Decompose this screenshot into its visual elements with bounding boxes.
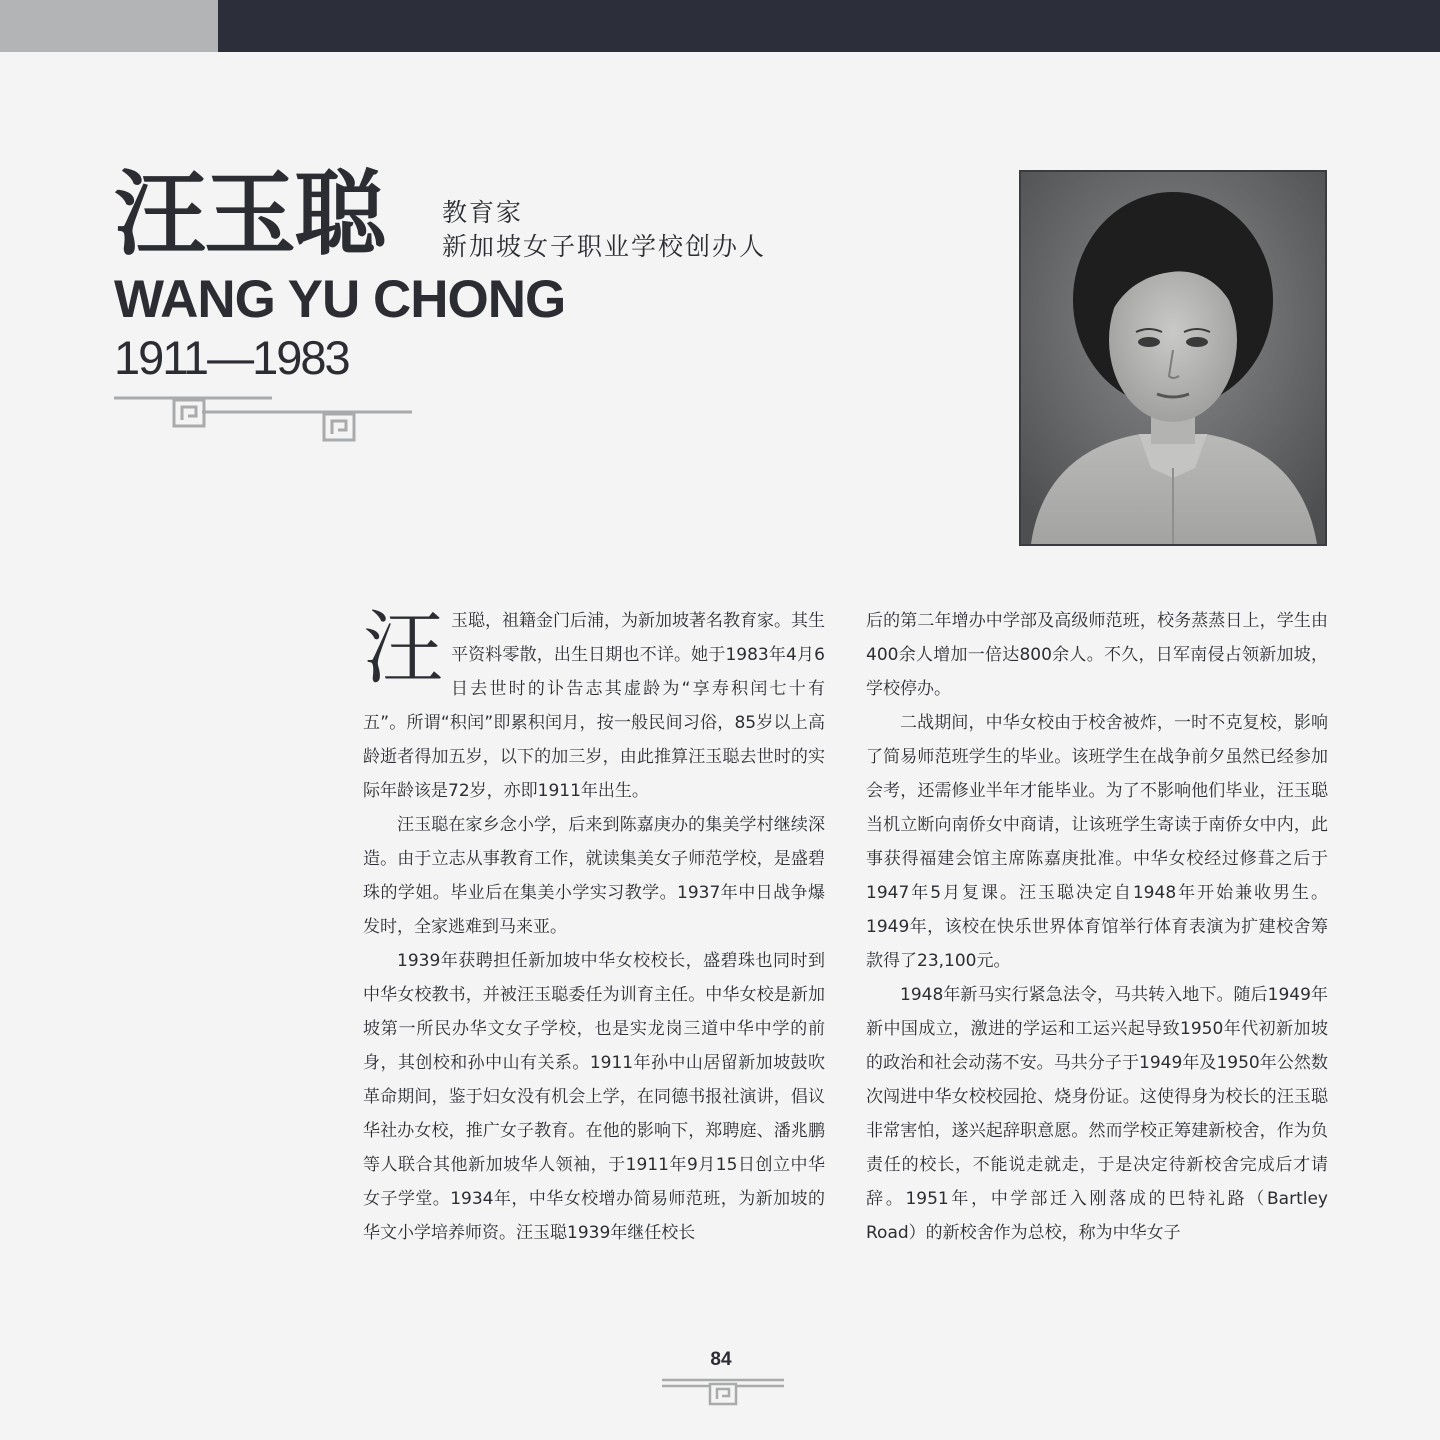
- article-column-left: [363, 604, 825, 1250]
- paragraph: 1948年新马实行紧急法令，马共转入地下。随后1949年新中国成立，激进的学运和工运兴起导致1950年代初新加坡的政治和社会动荡不安。马共分子于1949年及1950年公然数次闯进中华女校校园抢、烧身份证。这使得身为校长的汪玉聪非常害怕，遂兴起辞职意愿。然而学校正筹建新校舍，作为负责任的校长，不能说走就走，于是决定待新校舍完成后才请辞。1951年，中学部迁入刚落成的巴特礼路（Bartley Road）的新校舍作为总校，称为中华女子: [866, 985, 1328, 1243]
- name-chinese: 汪玉聪: [114, 161, 385, 268]
- role-line-1: 教育家: [442, 198, 524, 227]
- portrait-photo: [1019, 170, 1327, 546]
- article-column-right: [866, 604, 1328, 1250]
- paragraph: 1939年获聘担任新加坡中华女校校长，盛碧珠也同时到中华女校教书，并被汪玉聪委任为训育主任。中华女校是新加坡第一所民办华文女子学校，也是实龙岗三道中华中学的前身，其创校和孙中山有关系。1911年孙中山居留新加坡鼓吹革命期间，鉴于妇女没有机会上学，在同德书报社演讲，倡议华社办女校，推广女子教育。在他的影响下，郑聘庭、潘兆鹏等人联合其他新加坡华人领袖，于1911年9月15日创立中华女子学堂。1934年，中华女校增办简易师范班，为新加坡的华文小学培养师资。汪玉聪1939年继任校长: [363, 951, 825, 1243]
- portrait-image: [1021, 172, 1325, 544]
- paragraph: 汪玉聪在家乡念小学，后来到陈嘉庚办的集美学村继续深造。由于立志从事教育工作，就读集美女子师范学校，是盛碧珠的学姐。毕业后在集美小学实习教学。1937年中日战争爆发时，全家逃难到马来亚。: [363, 815, 825, 937]
- page-number: 84: [710, 1349, 732, 1370]
- roles: [442, 196, 766, 264]
- top-bar: [218, 0, 1440, 52]
- name-english: WANG YU CHONG: [114, 270, 566, 329]
- life-years: 1911—1983: [114, 331, 349, 384]
- drop-cap: 汪: [363, 602, 443, 695]
- paragraph: 后的第二年增办中学部及高级师范班，校务蒸蒸日上，学生由400余人增加一倍达800余人。不久，日军南侵占领新加坡，学校停办。: [866, 611, 1328, 699]
- top-bar-accent: [0, 0, 218, 52]
- paragraph: 二战期间，中华女校由于校舍被炸，一时不克复校，影响了简易师范班学生的毕业。该班学生在战争前夕虽然已经参加会考，还需修业半年才能毕业。为了不影响他们毕业，汪玉聪当机立断向南侨女中商请，让该班学生寄读于南侨女中内，此事获得福建会馆主席陈嘉庚批准。中华女校经过修葺之后于1947年5月复课。汪玉聪决定自1948年开始兼收男生。1949年，该校在快乐世界体育馆举行体育表演为扩建校舍筹款得了23,100元。: [866, 713, 1328, 971]
- fret-ornament-icon: [112, 392, 416, 442]
- paragraph-text: 玉聪，祖籍金门后浦，为新加坡著名教育家。其生平资料零散，出生日期也不详。她于1983年4月6日去世时的讣告志其虚龄为“享寿积闰七十有五”。所谓“积闰”即累积闰月，按一般民间习俗，85岁以上高龄逝者得加五岁，以下的加三岁，由此推算汪玉聪去世时的实际年龄该是72岁，亦即1911年出生。: [363, 611, 825, 801]
- role-line-2: 新加坡女子职业学校创办人: [442, 232, 767, 261]
- paragraph: [363, 604, 825, 808]
- fret-ornament-icon: [660, 1374, 786, 1406]
